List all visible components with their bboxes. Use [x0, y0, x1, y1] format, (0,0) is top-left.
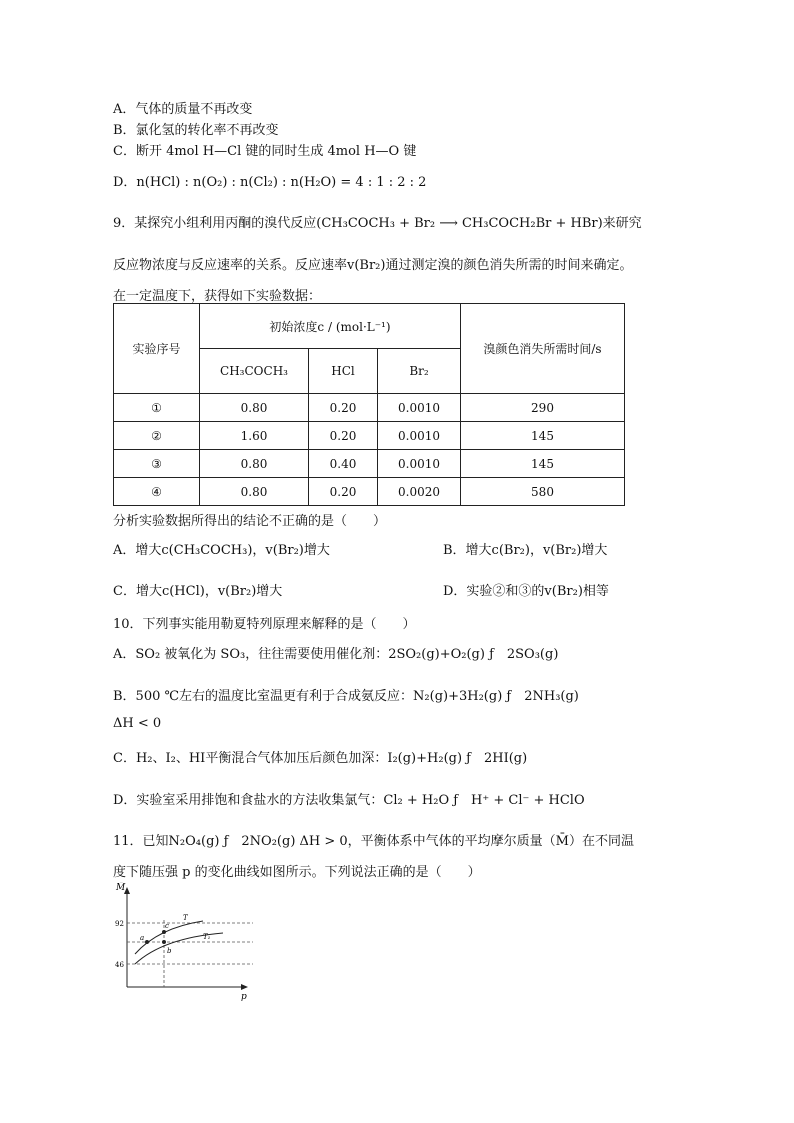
- q8-option-d: D．n(HCl) : n(O₂) : n(Cl₂) : n(H₂O) = 4 : 1 : 2 : 2: [113, 175, 427, 190]
- q9-option-c: C．增大c(HCl)，v(Br₂)增大: [113, 584, 283, 599]
- curve-label-t2: T: [183, 914, 188, 922]
- cell-hcl: 0.40: [309, 450, 378, 478]
- cell-time: 580: [461, 478, 625, 506]
- q10-option-a: A．SO₂ 被氧化为 SO₃，往往需要使用催化剂：2SO₂(g)+O₂(g) ƒ 2SO₃(g): [113, 647, 559, 662]
- table-header-time: 溴颜色消失所需时间/s: [461, 304, 625, 394]
- q9-question: 分析实验数据所得出的结论不正确的是（ ）: [113, 514, 387, 529]
- q11-stem-line1: 11．已知N₂O₄(g) ƒ 2NO₂(g) ΔH > 0，平衡体系中气体的平均摩尔质量（M̄）在不同温: [113, 834, 634, 849]
- point-label-b: b: [167, 947, 172, 955]
- q10-option-c: C．H₂、I₂、HI平衡混合气体加压后颜色加深：I₂(g)+H₂(g) ƒ 2HI(g): [113, 751, 528, 766]
- q9-option-d: D．实验②和③的v(Br₂)相等: [443, 584, 609, 599]
- cell-time: 145: [461, 450, 625, 478]
- table-header-concentration: 初始浓度c / (mol·L⁻¹): [200, 304, 461, 349]
- cell-acetone: 0.80: [200, 394, 309, 422]
- row-number: ③: [114, 450, 200, 478]
- cell-acetone: 0.80: [200, 450, 309, 478]
- table-header-br2: Br₂: [378, 349, 461, 394]
- cell-acetone: 1.60: [200, 422, 309, 450]
- q10-option-b-continued: ΔH < 0: [113, 716, 162, 731]
- q8-option-b: B．氯化氢的转化率不再改变: [113, 123, 279, 138]
- tick-label-92: 92: [115, 920, 124, 928]
- cell-acetone: 0.80: [200, 478, 309, 506]
- q9-option-b: B．增大c(Br₂)，v(Br₂)增大: [443, 543, 608, 558]
- q9-option-a: A．增大c(CH₃COCH₃)，v(Br₂)增大: [113, 543, 330, 558]
- q10-option-b: B．500 ℃左右的温度比室温更有利于合成氨反应：N₂(g)+3H₂(g) ƒ 2NH₃(g): [113, 689, 579, 704]
- cell-hcl: 0.20: [309, 478, 378, 506]
- cell-hcl: 0.20: [309, 394, 378, 422]
- row-number: ②: [114, 422, 200, 450]
- x-axis-label: p: [241, 992, 247, 1002]
- table-row: [114, 478, 625, 506]
- point-label-a: a: [140, 934, 145, 942]
- cell-br2: 0.0010: [378, 394, 461, 422]
- table-row: [114, 422, 625, 450]
- q8-option-a: A．气体的质量不再改变: [113, 102, 253, 117]
- q11-stem-line2: 度下随压强 p 的变化曲线如图所示。下列说法正确的是（ ）: [113, 865, 481, 880]
- table-header-hcl: HCl: [309, 349, 378, 394]
- curve-label-t1: T₁: [203, 933, 211, 941]
- table-header-number: 实验序号: [114, 304, 200, 394]
- table-row: [114, 394, 625, 422]
- q9-stem-line1: 9．某探究小组利用丙酮的溴代反应(CH₃COCH₃ + Br₂ ⟶ CH₃COCH₂Br + HBr)来研究: [113, 216, 642, 231]
- cell-br2: 0.0010: [378, 450, 461, 478]
- q10-stem: 10．下列事实能用勒夏特列原理来解释的是（ ）: [113, 617, 416, 632]
- cell-hcl: 0.20: [309, 422, 378, 450]
- point-label-c: c: [165, 922, 169, 930]
- point-a: [145, 940, 149, 944]
- tick-label-46: 46: [115, 961, 124, 969]
- q9-stem-line3: 在一定温度下，获得如下实验数据：: [113, 289, 322, 304]
- row-number: ④: [114, 478, 200, 506]
- q10-option-d: D．实验室采用排饱和食盐水的方法收集氯气：Cl₂ + H₂O ƒ H⁺ + Cl⁻ + HClO: [113, 793, 585, 808]
- q8-option-c: C．断开 4mol H—Cl 键的同时生成 4mol H—O 键: [113, 144, 417, 159]
- y-axis-label: M̄: [116, 883, 126, 893]
- x-axis-arrow-icon: [241, 984, 248, 990]
- point-c: [162, 930, 166, 934]
- cell-br2: 0.0020: [378, 478, 461, 506]
- cell-time: 290: [461, 394, 625, 422]
- q9-stem-line2: 反应物浓度与反应速率的关系。反应速率v(Br₂)通过测定溴的颜色消失所需的时间来确定。: [113, 258, 633, 273]
- experiment-table: [113, 303, 625, 506]
- cell-time: 145: [461, 422, 625, 450]
- row-number: ①: [114, 394, 200, 422]
- table-header-acetone: CH₃COCH₃: [200, 349, 309, 394]
- point-b: [162, 940, 166, 944]
- table-row: [114, 450, 625, 478]
- cell-br2: 0.0010: [378, 422, 461, 450]
- molar-mass-pressure-graph: [113, 882, 253, 1002]
